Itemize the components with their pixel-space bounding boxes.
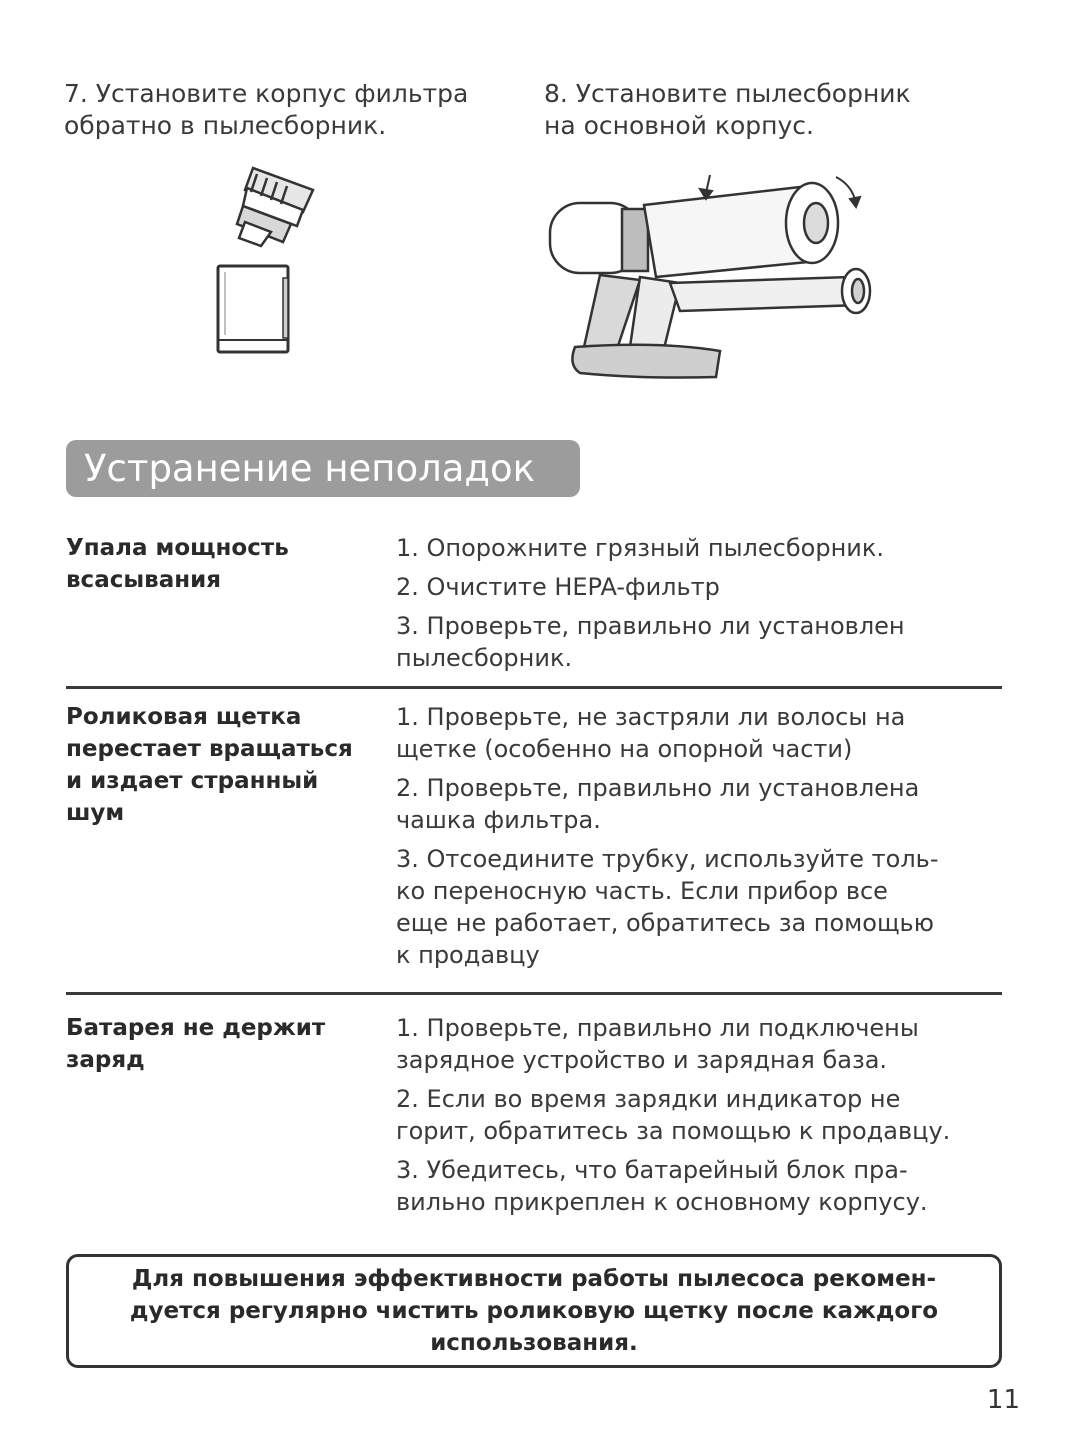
- solution-list: [396, 701, 1002, 978]
- section-heading-troubleshooting: Устранение неполадок: [66, 440, 580, 497]
- solution-item: 3. Отсоедините трубку, используйте толь- ко переносную часть. Если прибор все еще не работает, обратитесь за помощью к продавцу: [396, 845, 939, 969]
- solution-item: 1. Проверьте, не застряли ли волосы на щетке (особенно на опорной части): [396, 703, 906, 763]
- filter-housing-icon: [237, 168, 313, 246]
- dust-bin-icon: [218, 266, 288, 352]
- table-row: [66, 686, 1002, 992]
- step-7-caption: 7. Установите корпус фильтра обратно в пылесборник.: [64, 79, 469, 140]
- problem-label: Упала мощность всасывания: [66, 535, 289, 593]
- table-row: [66, 992, 1002, 1225]
- solution-item: 3. Проверьте, правильно ли установлен пылесборник.: [396, 612, 905, 672]
- solution-item: 2. Проверьте, правильно ли установлена чашка фильтра.: [396, 774, 920, 834]
- step-8-caption: 8. Установите пылесборник на основной корпус.: [544, 79, 911, 140]
- table-row: [66, 530, 1002, 686]
- maintenance-note-box: [66, 1254, 1002, 1368]
- maintenance-note-text: Для повышения эффективности работы пылесоса рекомен- дуется регулярно чистить роликовую щетку после каждого использования.: [129, 1266, 939, 1356]
- solution-list: [396, 1012, 1002, 1225]
- filter-housing-illustration: [205, 160, 325, 360]
- problem-label: Роликовая щетка перестает вращаться и издает странный шум: [66, 704, 353, 826]
- solution-item: 1. Проверьте, правильно ли подключены зарядное устройство и зарядная база.: [396, 1014, 919, 1074]
- rotate-arrow-icon: [836, 177, 860, 207]
- solution-item: 3. Убедитесь, что батарейный блок пра- вильно прикреплен к основному корпусу.: [396, 1156, 928, 1216]
- problem-label: Батарея не держит заряд: [66, 1015, 326, 1073]
- solution-item: 1. Опорожните грязный пылесборник.: [396, 534, 884, 562]
- page-number: 11: [986, 1385, 1020, 1415]
- solution-item: 2. Если во время зарядки индикатор не горит, обратитесь за помощью к продавцу.: [396, 1085, 951, 1145]
- solution-list: [396, 532, 1002, 681]
- arrow-down-icon: [700, 175, 712, 199]
- vacuum-assembly-illustration: [540, 165, 880, 395]
- solution-item: 2. Очистите HEPA-фильтр: [396, 573, 720, 601]
- vacuum-body-icon: [550, 183, 870, 378]
- troubleshooting-table: [66, 530, 1002, 1225]
